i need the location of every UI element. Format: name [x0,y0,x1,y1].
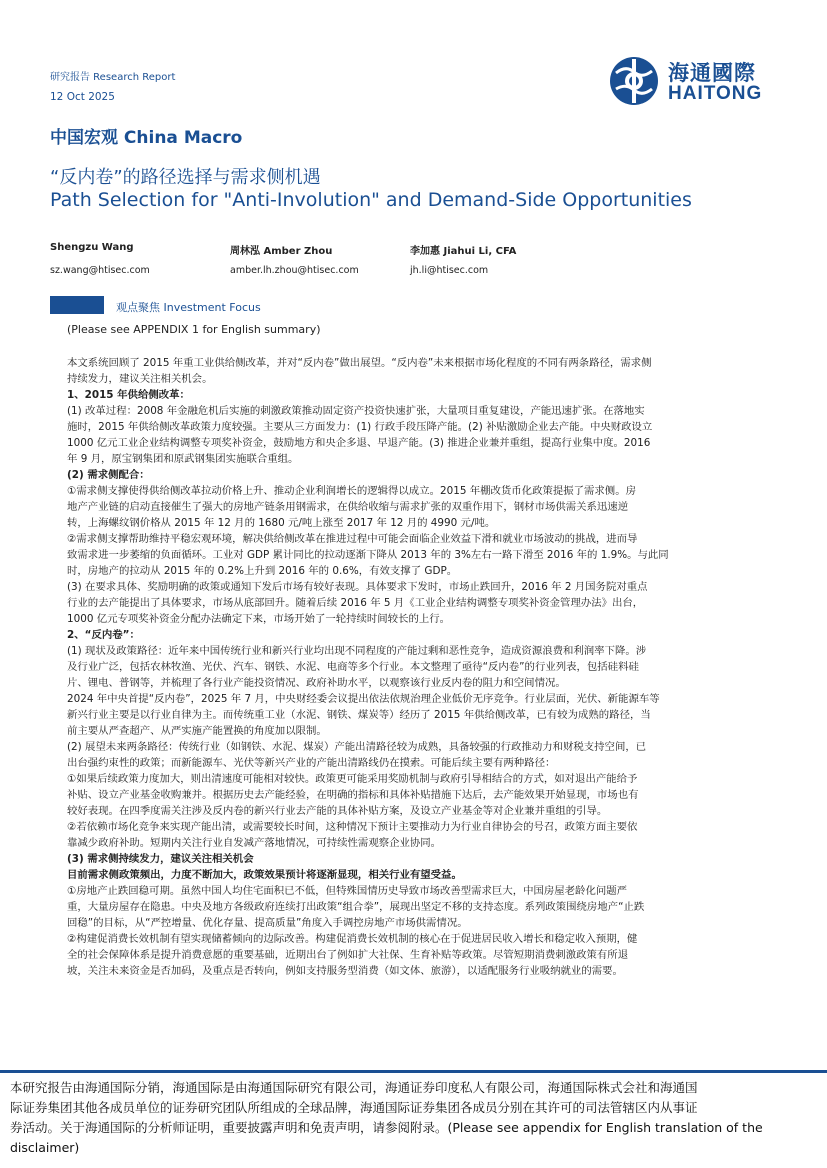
author-name: 周林泓 Amber Zhou [230,246,333,257]
author-name: 李加惠 Jiahui Li, CFA [410,246,517,257]
body-line: ①如果后续政策力度加大，则出清速度可能相对较快。政策更可能采用奖励机制与政府引导相结合的方式，如对退出产能给予 [67,773,638,785]
body-line: 转，上海螺纹钢价格从 2015 年 12 月的 1680 元/吨上涨至 2017 年 12 月的 4990 元/吨。 [67,517,496,529]
body-line: (2) 展望未来两条路径：传统行业（如钢铁、水泥、煤炭）产能出清路径较为成熟，具备较强的行政推动力和财税支持空间，已 [67,741,647,753]
author-email[interactable]: amber.lh.zhou@htisec.com [230,265,359,276]
report-title-cn: “反内卷”的路径选择与需求侧机遇 [50,167,321,188]
footer-line: 券活动。关于海通国际的分析师证明，重要披露声明和免责声明，请参阅附录。(Please see appendix for English translation of the [10,1120,763,1135]
appendix-note: (Please see APPENDIX 1 for English summary) [67,323,321,336]
body-heading: (3) 需求侧持续发力，建议关注相关机会 [67,853,254,865]
body-line: ②需求侧支撑帮助维持平稳宏观环境，解决供给侧改革在推进过程中可能会面临企业效益下滑和就业市场波动的挑战，进而导 [67,533,638,545]
body-line: 施时，2015 年供给侧改革政策力度较强。主要从三方面发力：(1) 行政手段压降产能。(2) 补贴激励企业去产能。中央财政设立 [67,421,653,433]
body-line: 1000 亿元专项奖补资金分配办法确定下来，市场开始了一轮持续时间较长的上行。 [67,613,451,625]
body-line: 及行业广泛，包括农林牧渔、光伏、汽车、钢铁、水泥、电商等多个行业。本文整理了亟待“反内卷”的行业列表，包括硅料硅 [67,661,639,673]
body-line: 全的社会保障体系是提升消费意愿的重要基础，近期出台了例如扩大社保、生育补贴等政策。尽管短期消费刺激政策有所退 [67,949,629,961]
body-line: 2024 年中央首提“反内卷”，2025 年 7 月，中央财经委会议提出依法依规治理企业低价无序竞争。行业层面，光伏、新能源车等 [67,693,660,705]
haitong-logo [608,55,788,107]
body-heading: 2、“反内卷”： [67,629,140,641]
footer-disclaimer [10,1078,820,1158]
body-line: ①房地产止跌回稳可期。虽然中国人均住宅面积已不低，但特殊国情历史导致市场改善型需求巨大，中国房屋老龄化问题严 [67,885,628,897]
body-line: (1) 改革过程：2008 年金融危机后实施的刺激政策推动固定资产投资快速扩张，大量项目重复建设，产能迅速扩张。在落地实 [67,405,645,417]
footer-line: disclaimer) [10,1140,80,1155]
body-line: ②构建促消费长效机制有望实现储蓄倾向的边际改善。构建促消费长效机制的核心在于促进居民收入增长和稳定收入预期，健 [67,933,638,945]
body-line: 补贴、设立产业基金收购兼并。根据历史去产能经验，在明确的指标和具体补贴措施下达后，去产能效果开始显现，市场也有 [67,789,639,801]
footer-line: 本研究报告由海通国际分销，海通国际是由海通国际研究有限公司，海通证券印度私人有限公司，海通国际株式会社和海通国 [10,1080,698,1095]
body-line: 片、锂电、普钢等，并梳理了各行业产能投资情况、政府补助水平，以观察该行业反内卷的阻力和空间情况。 [67,677,566,689]
author-email[interactable]: jh.li@htisec.com [410,265,489,276]
body-line: 年 9 月，原宝钢集团和原武钢集团实施联合重组。 [67,453,299,465]
body-line: 较好表现。在四季度需关注涉及反内卷的新兴行业去产能的具体补贴方案，及设立产业基金等对企业兼并重组的引导。 [67,805,608,817]
body-line: 前主要从严查超产、从严实施产能置换的角度加以限制。 [67,725,327,737]
body-line: (3) 在要求具体、奖励明确的政策或通知下发后市场有较好表现。具体要求下发时，市场止跌回升，2016 年 2 月国务院对重点 [67,581,648,593]
body-line: 时，房地产的拉动从 2015 年的 0.2%上升到 2016 年的 0.6%，有效支撑了 GDP。 [67,565,458,577]
section-title: 中国宏观 China Macro [50,128,243,148]
body-line: 靠减少政府补助。短期内关注行业自发减产落地情况，可持续性需观察企业协同。 [67,837,442,849]
body-line: 1000 亿元工业企业结构调整专项奖补资金，鼓励地方和央企多退、早退产能。(3) 推进企业兼并重组，提高行业集中度。2016 [67,437,651,449]
body-line: 出台强约束性的政策；而新能源车、光伏等新兴产业的产能出清路线仍在摸索。可能后续主要有两种路径： [67,757,556,769]
footer-line: 际证券集团其他各成员单位的证券研究团队所组成的全球品牌，海通国际证券集团各成员分别在其许可的司法管辖区内从事证 [10,1100,698,1115]
body-heading: 1、2015 年供给侧改革： [67,389,190,401]
body-line: 新兴行业主要是以行业自律为主。而传统重工业（水泥、钢铁、煤炭等）经历了 2015 年供给侧改革，已有较为成熟的路径，当 [67,709,651,721]
body-line: 回稳”的目标，从“严控增量、优化存量、提高质量”角度入手调控房地产市场供需情况。 [67,917,468,929]
logo-cn-text: 海通國際 [668,61,756,85]
focus-label: 观点聚焦 Investment Focus [116,301,261,314]
haitong-logo-icon [608,55,660,107]
body-heading: 目前需求侧政策频出，力度不断加大，政策效果预计将逐渐显现，相关行业有望受益。 [67,869,462,881]
author-email[interactable]: sz.wang@htisec.com [50,265,150,276]
body-line: (1) 现状及政策路径：近年来中国传统行业和新兴行业均出现不同程度的产能过剩和恶性竞争，造成资源浪费和利润率下降。涉 [67,645,647,657]
body-line: 本文系统回顾了 2015 年重工业供给侧改革，并对“反内卷”做出展望。“反内卷”未来根据市场化程度的不同有两条路径，需求侧 [67,357,652,369]
body-line: 行业的去产能提出了具体要求，市场从底部回升。随着后续 2016 年 5 月《工业企业结构调整专项奖补资金管理办法》出台， [67,597,644,609]
body-line: 致需求进一步萎缩的负面循环。工业对 GDP 累计同比的拉动逐渐下降从 2013 年的 3%左右一路下滑至 2016 年的 1.9%。与此同 [67,549,669,561]
focus-bar [50,296,104,314]
author-name: Shengzu Wang [50,242,134,253]
body-line: 重，大量房屋存在隐患。中央及地方各级政府连续打出政策“组合拳”，展现出坚定不移的支持态度。系列政策围绕房地产“止跌 [67,901,645,913]
body-line: 地产产业链的启动直接催生了强大的房地产链条用钢需求，在供给收缩与需求扩张的双重作用下，钢材市场供需关系迅速逆 [67,501,629,513]
body-line: ②若依赖市场化竞争来实现产能出清，或需要较长时间，这种情况下预计主要推动力为行业自律协会的号召，政策方面主要依 [67,821,638,833]
footer-divider [0,1070,827,1073]
body-line: ①需求侧支撑使得供给侧改革拉动价格上升、推动企业利润增长的逻辑得以成立。2015 年棚改货币化政策提振了需求侧。房 [67,485,636,497]
logo-en-text: HAITONG [668,83,763,104]
report-date: 12 Oct 2025 [50,91,115,103]
report-type: 研究报告 Research Report [50,72,176,83]
body-heading: (2) 需求侧配合： [67,469,150,481]
body-text [67,355,767,979]
report-title-en: Path Selection for "Anti-Involution" and Demand-Side Opportunities [50,189,692,211]
body-line: 坡，关注未来资金是否加码，及重点是否转向，例如支持服务型消费（如文体、旅游），以适配服务行业吸纳就业的需要。 [67,965,623,977]
body-line: 持续发力，建议关注相关机会。 [67,373,213,385]
